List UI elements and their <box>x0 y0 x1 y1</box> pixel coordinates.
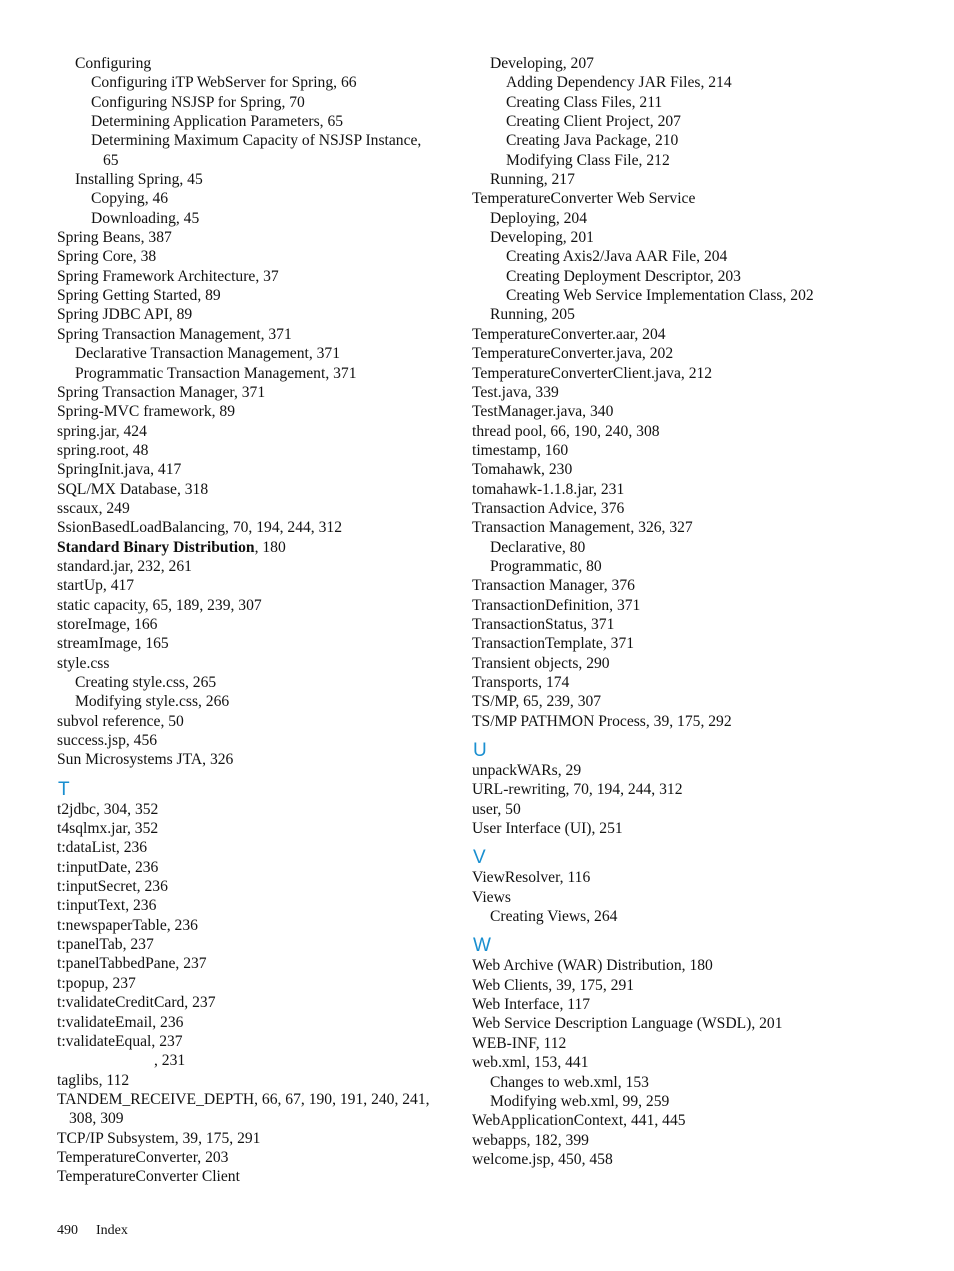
index-entry-text: Creating Deployment Descriptor, 203 <box>506 267 741 285</box>
index-entry-text: Creating Web Service Implementation Class, 202 <box>506 287 814 305</box>
index-entry <box>472 596 892 615</box>
index-entry-text: Running, 217 <box>490 171 575 189</box>
index-letter-heading: U <box>473 740 487 762</box>
index-entry <box>472 518 892 537</box>
index-entry-text: storeImage, 166 <box>57 615 158 633</box>
index-entry <box>57 576 457 595</box>
index-entry <box>472 402 892 421</box>
index-entry-text: TemperatureConverter Client <box>57 1168 240 1186</box>
index-entry <box>472 761 892 780</box>
index-entry-text: Declarative Transaction Management, 371 <box>75 345 341 363</box>
index-entry-text: Modifying web.xml, 99, 259 <box>490 1092 670 1110</box>
index-entry-text: Transaction Management, 326, 327 <box>472 519 693 537</box>
index-entry-text: Spring Core, 38 <box>57 248 157 266</box>
index-subentry <box>472 1073 892 1092</box>
index-subentry <box>472 1092 892 1111</box>
index-entry <box>57 518 457 537</box>
index-entry-text: TemperatureConverter, 203 <box>57 1148 229 1166</box>
index-entry-text: t:panelTab, 237 <box>57 936 154 954</box>
index-entry-text: startUp, 417 <box>57 577 135 595</box>
index-entry <box>472 1111 892 1130</box>
index-subentry <box>472 54 892 73</box>
index-entry-text: SQL/MX Database, 318 <box>57 480 209 498</box>
index-subentry <box>472 151 892 170</box>
index-entry-text: Programmatic Transaction Management, 371 <box>75 364 357 382</box>
index-entry <box>472 868 892 887</box>
index-entry-text: Configuring <box>75 55 152 72</box>
index-entry <box>57 325 457 344</box>
index-entry <box>472 383 892 402</box>
index-entry-text: Creating Client Project, 207 <box>506 113 681 131</box>
index-entry-text: unpackWARs, 29 <box>472 762 582 780</box>
index-subentry <box>57 364 457 383</box>
index-entry <box>472 344 892 363</box>
index-entry <box>57 634 457 653</box>
index-subentry <box>57 73 457 92</box>
index-subentry <box>57 112 457 131</box>
index-entry <box>472 615 892 634</box>
index-entry-text: Spring-MVC framework, 89 <box>57 403 236 421</box>
index-entry-text: t:panelTabbedPane, 237 <box>57 955 207 973</box>
index-entry-text: t4sqlmx.jar, 352 <box>57 820 159 838</box>
index-entry <box>472 441 892 460</box>
index-entry <box>57 538 457 557</box>
index-subentry <box>472 112 892 131</box>
index-subentry <box>472 267 892 286</box>
index-entry <box>472 800 892 819</box>
index-subentry <box>57 209 457 228</box>
index-entry-text: TemperatureConverter.java, 202 <box>472 345 674 363</box>
index-entry-text: TemperatureConverter Web Service <box>472 190 696 208</box>
index-entry-text: TestManager.java, 340 <box>472 403 614 421</box>
index-subentry <box>57 692 457 711</box>
index-subentry <box>472 131 892 150</box>
index-entry-text: TCP/IP Subsystem, 39, 175, 291 <box>57 1129 261 1147</box>
index-entry-text: success.jsp, 456 <box>57 732 158 750</box>
index-entry-text: WebApplicationContext, 441, 445 <box>472 1112 686 1130</box>
index-entry-text: subvol reference, 50 <box>57 712 184 730</box>
index-entry-text: Spring Framework Architecture, 37 <box>57 267 279 285</box>
index-entry-text: SpringInit.java, 417 <box>57 461 182 479</box>
index-subentry <box>472 228 892 247</box>
index-entry-text: t:inputDate, 236 <box>57 858 159 876</box>
index-entry-text: Web Service Description Language (WSDL), 201 <box>472 1015 783 1033</box>
index-entry-text: , 231 <box>154 1052 186 1070</box>
index-column-right <box>472 54 892 1169</box>
index-entry <box>57 499 457 518</box>
index-entry-text: , 180 <box>254 538 286 556</box>
index-entry <box>57 228 457 247</box>
index-entry-text: Spring Transaction Management, 371 <box>57 325 292 343</box>
index-entry-text: style.css <box>57 654 110 672</box>
index-entry-text: Determining Application Parameters, 65 <box>91 113 344 131</box>
index-entry <box>57 935 457 954</box>
index-entry <box>472 480 892 499</box>
index-entry-text: Developing, 207 <box>490 55 594 72</box>
index-entry-text: Running, 205 <box>490 306 575 324</box>
index-entry <box>57 596 457 615</box>
index-entry-text: TANDEM_RECEIVE_DEPTH, 66, 67, 190, 191, 240, 241, <box>57 1090 430 1108</box>
index-entry <box>472 780 892 799</box>
index-entry-text: Spring Beans, 387 <box>57 229 172 247</box>
index-entry <box>472 1014 892 1033</box>
index-entry <box>57 247 457 266</box>
index-entry <box>472 712 892 731</box>
index-subentry <box>57 1109 457 1128</box>
index-entry <box>472 888 892 907</box>
index-entry <box>57 383 457 402</box>
index-entry-text: TemperatureConverterClient.java, 212 <box>472 364 713 382</box>
index-entry-text: sscaux, 249 <box>57 499 130 517</box>
index-entry <box>57 267 457 286</box>
index-entry-text: t2jdbc, 304, 352 <box>57 800 159 818</box>
index-entry-text: webapps, 182, 399 <box>472 1131 589 1149</box>
index-entry <box>57 819 457 838</box>
index-entry-text: Transaction Manager, 376 <box>472 577 635 595</box>
index-entry-text: Programmatic, 80 <box>490 557 602 575</box>
index-entry <box>57 1129 457 1148</box>
index-entry <box>57 1071 457 1090</box>
index-subentry <box>472 73 892 92</box>
index-entry-text: t:popup, 237 <box>57 974 136 992</box>
index-entry <box>57 1013 457 1032</box>
index-entry-text: timestamp, 160 <box>472 441 569 459</box>
index-entry <box>472 976 892 995</box>
index-letter-heading: W <box>473 935 491 957</box>
index-subentry <box>57 54 457 73</box>
index-entry-text: user, 50 <box>472 800 521 818</box>
index-entry-text: static capacity, 65, 189, 239, 307 <box>57 596 262 614</box>
index-subentry <box>472 286 892 305</box>
index-entry-text: Developing, 201 <box>490 229 594 247</box>
index-entry-text: ViewResolver, 116 <box>472 869 591 887</box>
index-entry-text: t:inputSecret, 236 <box>57 878 168 896</box>
index-entry-text: t:dataList, 236 <box>57 839 148 857</box>
index-entry-text: standard.jar, 232, 261 <box>57 557 192 575</box>
index-entry-text: TransactionTemplate, 371 <box>472 635 635 653</box>
index-entry <box>57 993 457 1012</box>
index-column-left <box>57 54 457 1187</box>
index-entry-text: Test.java, 339 <box>472 383 559 401</box>
index-letter-heading: T <box>58 778 70 800</box>
index-entry-text: Modifying style.css, 266 <box>75 693 230 711</box>
index-entry-text: Spring Transaction Manager, 371 <box>57 383 266 401</box>
index-entry-text: Views <box>472 888 511 906</box>
index-entry-text: TS/MP PATHMON Process, 39, 175, 292 <box>472 712 732 730</box>
index-entry <box>57 712 457 731</box>
index-entry-text: spring.root, 48 <box>57 441 149 459</box>
index-entry <box>57 838 457 857</box>
index-entry <box>57 800 457 819</box>
index-entry <box>472 654 892 673</box>
index-subentry <box>472 209 892 228</box>
index-entry-text: thread pool, 66, 190, 240, 308 <box>472 422 660 440</box>
index-subentry <box>57 151 457 170</box>
index-entry-text: 308, 309 <box>69 1110 124 1128</box>
index-entry <box>472 956 892 975</box>
index-entry-text: Sun Microsystems JTA, 326 <box>57 751 234 769</box>
index-entry <box>472 1131 892 1150</box>
index-entry-text: t:newspaperTable, 236 <box>57 916 198 934</box>
index-subentry <box>57 1051 457 1070</box>
index-entry <box>57 731 457 750</box>
index-entry-text: TemperatureConverter.aar, 204 <box>472 325 666 343</box>
index-entry <box>57 441 457 460</box>
index-subentry <box>57 93 457 112</box>
index-entry-text: Configuring NSJSP for Spring, 70 <box>91 93 305 111</box>
index-entry <box>57 460 457 479</box>
index-entry-text: TransactionStatus, 371 <box>472 615 615 633</box>
index-entry-text: Adding Dependency JAR Files, 214 <box>506 74 732 92</box>
index-entry <box>57 480 457 499</box>
index-entry-text: Spring JDBC API, 89 <box>57 306 193 324</box>
index-entry-text: taglibs, 112 <box>57 1071 130 1089</box>
index-entry <box>472 1150 892 1169</box>
index-entry-text: Creating Class Files, 211 <box>506 93 663 111</box>
index-entry-text: t:inputText, 236 <box>57 897 157 915</box>
page-number: 490 <box>57 1223 78 1238</box>
index-entry-text: Creating Java Package, 210 <box>506 132 679 150</box>
index-entry <box>57 1167 457 1186</box>
index-subentry <box>57 170 457 189</box>
index-entry-text: TransactionDefinition, 371 <box>472 596 641 614</box>
index-entry <box>57 916 457 935</box>
index-entry <box>472 995 892 1014</box>
index-subentry <box>57 189 457 208</box>
index-letter-heading: V <box>473 847 486 869</box>
index-entry-text: Configuring iTP WebServer for Spring, 66 <box>91 74 357 92</box>
index-entry <box>57 750 457 769</box>
index-entry-text: Modifying Class File, 212 <box>506 151 670 169</box>
index-entry-bold-term: Standard Binary Distribution <box>57 538 255 556</box>
index-subentry <box>472 305 892 324</box>
index-entry <box>57 954 457 973</box>
index-entry-text: Creating style.css, 265 <box>75 674 217 691</box>
index-entry <box>57 1148 457 1167</box>
index-entry-text: 65 <box>103 151 119 169</box>
index-entry-text: Web Clients, 39, 175, 291 <box>472 976 635 994</box>
index-entry-text: Transports, 174 <box>472 674 570 691</box>
index-subentry <box>57 673 457 692</box>
footer-section-title: Index <box>96 1223 128 1238</box>
index-entry <box>472 673 892 692</box>
index-entry <box>57 422 457 441</box>
index-entry-text: Declarative, 80 <box>490 538 586 556</box>
index-entry <box>57 974 457 993</box>
index-entry-text: welcome.jsp, 450, 458 <box>472 1150 613 1168</box>
index-entry-text: t:validateCreditCard, 237 <box>57 994 216 1012</box>
index-entry-text: web.xml, 153, 441 <box>472 1054 589 1072</box>
index-entry-text: Creating Views, 264 <box>490 908 618 926</box>
index-entry-text: Deploying, 204 <box>490 209 588 227</box>
index-entry <box>472 1034 892 1053</box>
index-entry <box>57 654 457 673</box>
index-entry-text: URL-rewriting, 70, 194, 244, 312 <box>472 781 683 799</box>
index-subentry <box>472 247 892 266</box>
index-entry <box>57 877 457 896</box>
index-entry <box>472 634 892 653</box>
index-entry-text: Spring Getting Started, 89 <box>57 287 221 305</box>
index-entry-text: Downloading, 45 <box>91 209 200 227</box>
index-entry <box>57 557 457 576</box>
index-entry <box>472 460 892 479</box>
index-entry <box>472 576 892 595</box>
index-entry-text: Tomahawk, 230 <box>472 461 573 479</box>
index-entry <box>57 305 457 324</box>
index-subentry <box>472 170 892 189</box>
index-entry-text: SsionBasedLoadBalancing, 70, 194, 244, 312 <box>57 519 342 537</box>
index-entry <box>472 499 892 518</box>
index-subentry <box>472 538 892 557</box>
index-subentry <box>57 344 457 363</box>
index-entry <box>57 1032 457 1051</box>
index-entry-text: Installing Spring, 45 <box>75 171 203 189</box>
index-entry-text: Changes to web.xml, 153 <box>490 1073 649 1091</box>
index-entry <box>57 286 457 305</box>
index-entry-text: Creating Axis2/Java AAR File, 204 <box>506 248 728 266</box>
index-entry <box>472 325 892 344</box>
index-entry <box>57 615 457 634</box>
index-entry <box>472 692 892 711</box>
index-entry <box>57 402 457 421</box>
index-entry <box>472 189 892 208</box>
index-entry-text: tomahawk-1.1.8.jar, 231 <box>472 480 625 498</box>
index-entry <box>57 858 457 877</box>
index-entry <box>472 819 892 838</box>
index-subentry <box>472 557 892 576</box>
index-entry <box>472 422 892 441</box>
index-entry-text: Transaction Advice, 376 <box>472 499 625 517</box>
index-entry-text: Transient objects, 290 <box>472 654 610 672</box>
index-subentry <box>472 93 892 112</box>
page-footer <box>57 1222 146 1240</box>
index-entry-text: WEB-INF, 112 <box>472 1034 567 1052</box>
index-entry-text: Web Archive (WAR) Distribution, 180 <box>472 957 713 975</box>
index-entry <box>472 1053 892 1072</box>
index-entry-text: User Interface (UI), 251 <box>472 820 623 838</box>
index-entry-text: TS/MP, 65, 239, 307 <box>472 693 602 711</box>
index-entry <box>57 896 457 915</box>
index-entry-text: t:validateEqual, 237 <box>57 1032 183 1050</box>
index-entry-text: spring.jar, 424 <box>57 422 147 440</box>
index-entry-text: t:validateEmail, 236 <box>57 1013 184 1031</box>
index-entry-text: streamImage, 165 <box>57 635 169 653</box>
index-entry-text: Determining Maximum Capacity of NSJSP Instance, <box>91 132 422 150</box>
index-subentry <box>57 131 457 150</box>
index-entry <box>57 1090 457 1109</box>
index-entry <box>472 364 892 383</box>
index-entry-text: Copying, 46 <box>91 190 169 208</box>
index-subentry <box>472 907 892 926</box>
index-entry-text: Web Interface, 117 <box>472 996 591 1014</box>
